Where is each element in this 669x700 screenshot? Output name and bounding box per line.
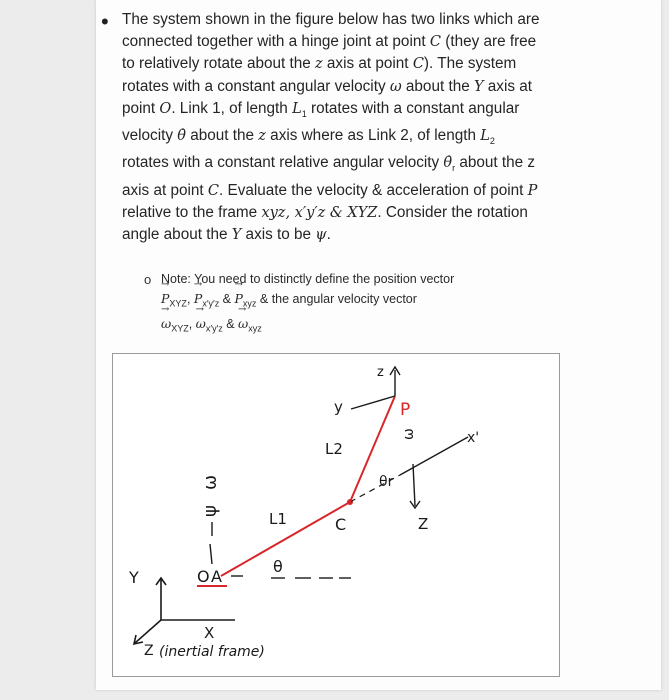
- secondary-z-label: Z: [418, 515, 429, 533]
- theta-label: θ: [273, 557, 283, 576]
- point-p-label: P: [400, 400, 411, 420]
- moving-y-axis: [351, 396, 395, 409]
- secondary-omega-label: ω: [401, 428, 417, 440]
- bullet-point: •: [101, 9, 109, 34]
- point-a-label: A: [211, 567, 222, 586]
- rotation-axis-dash: [210, 544, 212, 564]
- sub-bullet: o: [144, 272, 152, 287]
- problem-statement: The system shown in the figure below has two links which are connected together with a hinge joint at point C (they are free to relatively rotate about the z axis at point C). The system rotates with a constant angular velocity ω about the Y axis at point O. Link 1, of length $L_1$ rotates with a constant angular velocity θ̇ about the z axis where as Link 2, of length $L_2$ rotates with a constant relative angular velocity $\thetȧ_r$ about the z axis at point C. Evaluate the velocity & acceleration of point P relative to the frame xyz, x′y′z & XYZ. Consider the rotation angle about the Y axis to be ψ.: [122, 11, 540, 243]
- point-c-label: C: [335, 515, 347, 534]
- moving-y-label: y: [334, 398, 343, 416]
- inertial-y-label: Y: [129, 568, 139, 587]
- link-2-label: L2: [325, 440, 343, 458]
- point-o-label: O: [197, 567, 210, 586]
- secondary-x-axis: [400, 437, 468, 475]
- note-text: Note: You need to distinctly define the position vector → $P_{XYZ}$, → $P_{x'y'z}$ & → $P_{xyz}$ & the angular velocity vector → $\omega_{XYZ}$, → $\omega_{x'y'z}$ & → $\omega_{xyz}$: [161, 269, 521, 338]
- inertial-frame-label: (inertial frame): [159, 644, 265, 660]
- link-1-label: L1: [269, 510, 287, 528]
- omega-label: ω: [200, 474, 221, 490]
- mechanism-figure: [112, 353, 560, 677]
- inertial-x-label: X: [204, 624, 215, 642]
- secondary-z-axis: [413, 464, 415, 506]
- inertial-z-label: Z: [144, 643, 154, 659]
- theta-r-label: θr: [379, 474, 394, 490]
- mechanism-drawing: [113, 354, 559, 676]
- moving-z-label: z: [377, 365, 384, 380]
- secondary-x-label: x': [467, 430, 480, 446]
- psi-label: ψ: [200, 505, 221, 517]
- inertial-z-axis: [135, 620, 161, 643]
